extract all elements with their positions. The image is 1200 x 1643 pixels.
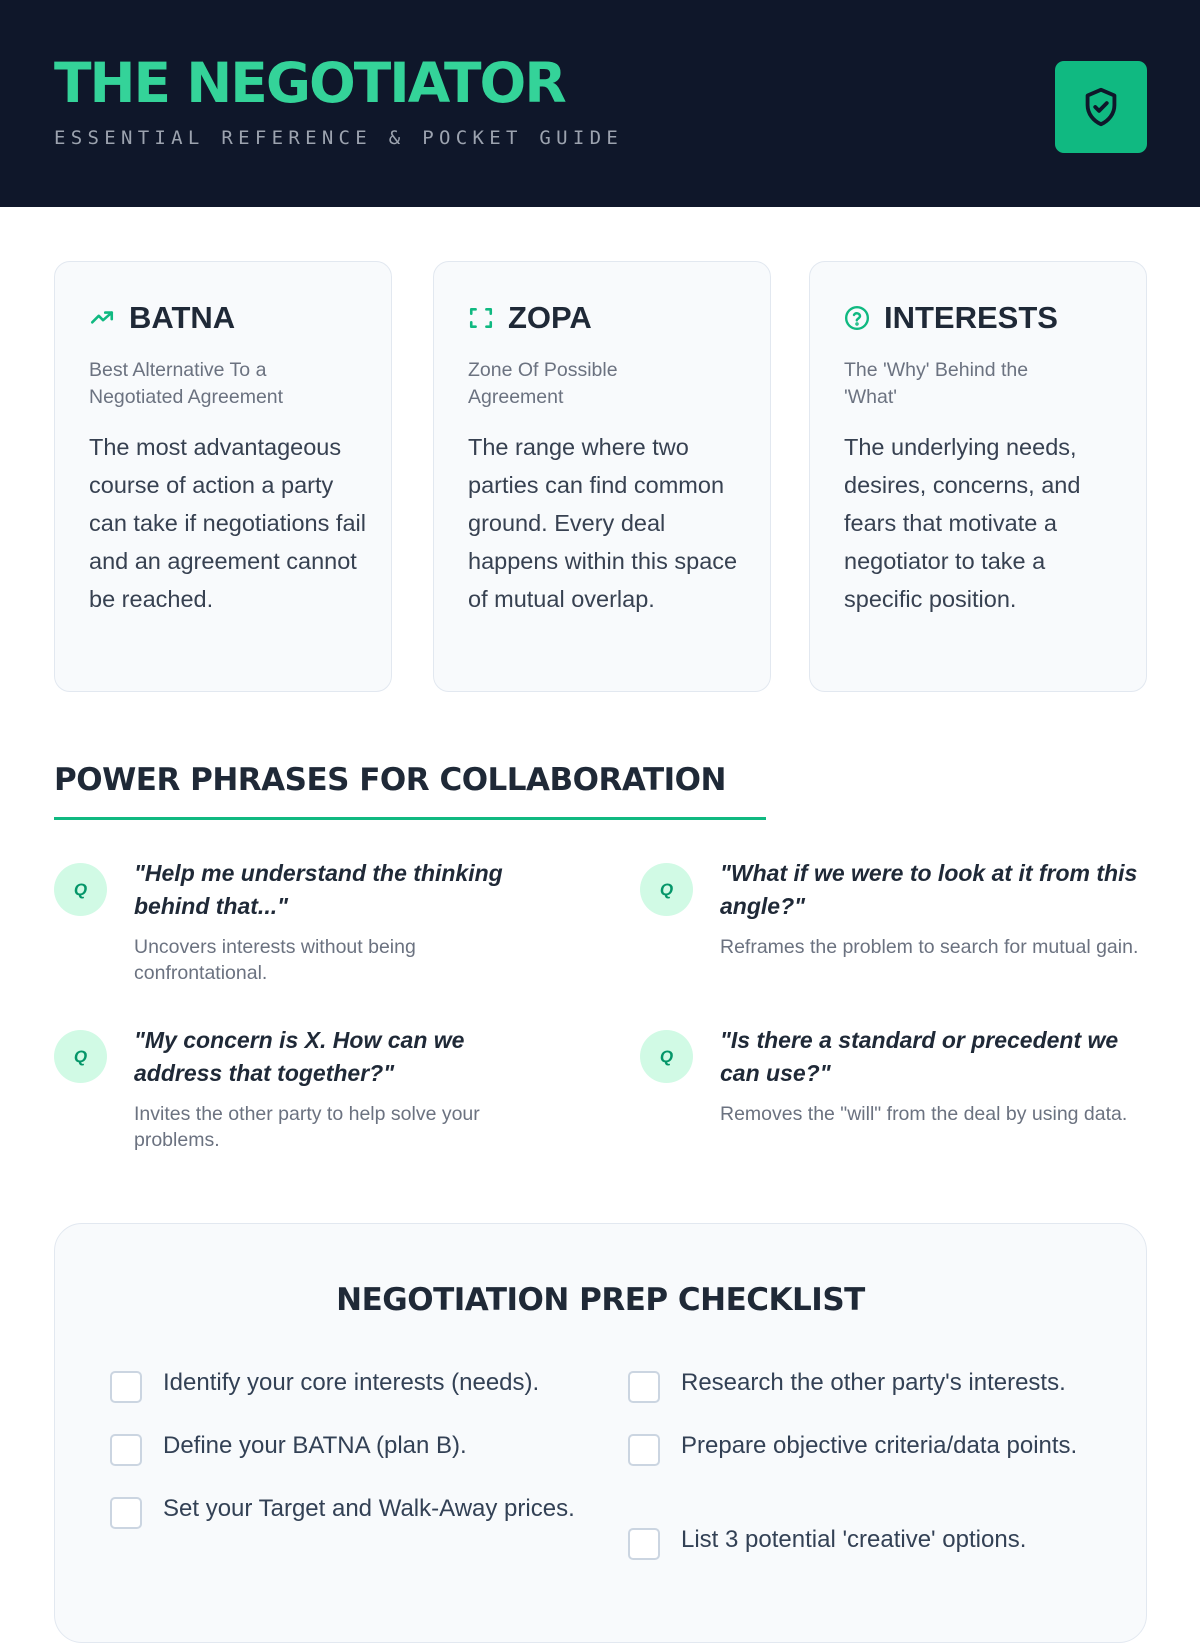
page-title: THE NEGOTIATOR — [54, 51, 565, 115]
question-badge: Q — [640, 863, 693, 916]
checkbox[interactable] — [110, 1497, 142, 1529]
card-subtitle: Zone Of Possible Agreement — [468, 359, 618, 408]
checklist-item-label: Identify your core interests (needs). — [163, 1369, 540, 1396]
checklist-item-label: List 3 potential 'creative' options. — [681, 1526, 1027, 1553]
card-body: The underlying needs, desires, concerns, and fears that motivate a negotiator to take a specific position. — [844, 434, 1081, 612]
concept-card-interests — [809, 261, 1147, 692]
phrase-quote: "Is there a standard or precedent we can use?" — [720, 1027, 1119, 1086]
checklist-item-label: Prepare objective criteria/data points. — [681, 1432, 1078, 1459]
card-title: ZOPA — [508, 300, 592, 335]
phrase-description: Uncovers interests without being confrontational. — [134, 936, 416, 984]
card-title: BATNA — [129, 300, 236, 335]
phrase-quote: "What if we were to look at it from this angle?" — [720, 860, 1138, 919]
question-badge: Q — [640, 1030, 693, 1083]
help-circle-icon — [844, 305, 870, 331]
checklist-item-label: Set your Target and Walk-Away prices. — [163, 1495, 575, 1522]
question-badge: Q — [54, 863, 107, 916]
checkbox[interactable] — [628, 1434, 660, 1466]
phrase-description: Removes the "will" from the deal by using data. — [720, 1103, 1128, 1125]
card-body: The most advantageous course of action a party can take if negotiations fail and an agreement cannot be reached. — [89, 434, 366, 612]
phrase-quote: "Help me understand the thinking behind that..." — [134, 860, 503, 919]
trending-up-icon — [89, 305, 115, 331]
question-badge: Q — [54, 1030, 107, 1083]
section-divider — [54, 817, 766, 820]
checkbox[interactable] — [110, 1371, 142, 1403]
checklist-title: NEGOTIATION PREP CHECKLIST — [336, 1282, 865, 1318]
checklist-item-label: Research the other party's interests. — [681, 1369, 1066, 1396]
section-title-power-phrases: POWER PHRASES FOR COLLABORATION — [54, 762, 726, 798]
phrase-description: Invites the other party to help solve your problems. — [134, 1103, 480, 1151]
checkbox[interactable] — [628, 1528, 660, 1560]
scan-frame-icon — [468, 305, 494, 331]
card-subtitle: Best Alternative To a Negotiated Agreement — [89, 359, 284, 408]
prep-checklist — [54, 1223, 1147, 1643]
page-subtitle: ESSENTIAL REFERENCE & POCKET GUIDE — [54, 127, 624, 149]
card-title: INTERESTS — [884, 300, 1058, 335]
phrase-description: Reframes the problem to search for mutual gain. — [720, 936, 1139, 958]
checkbox[interactable] — [628, 1371, 660, 1403]
concept-card-batna — [54, 261, 392, 692]
page-header — [0, 0, 1200, 207]
card-subtitle: The 'Why' Behind the 'What' — [844, 359, 1029, 408]
checkbox[interactable] — [110, 1434, 142, 1466]
card-body: The range where two parties can find common ground. Every deal happens within this space of mutual overlap. — [468, 434, 738, 612]
phrase-quote: "My concern is X. How can we address that together?" — [134, 1027, 465, 1086]
concept-card-zopa — [433, 261, 771, 692]
checklist-item-label: Define your BATNA (plan B). — [163, 1432, 467, 1459]
shield-check-icon — [1055, 61, 1147, 153]
